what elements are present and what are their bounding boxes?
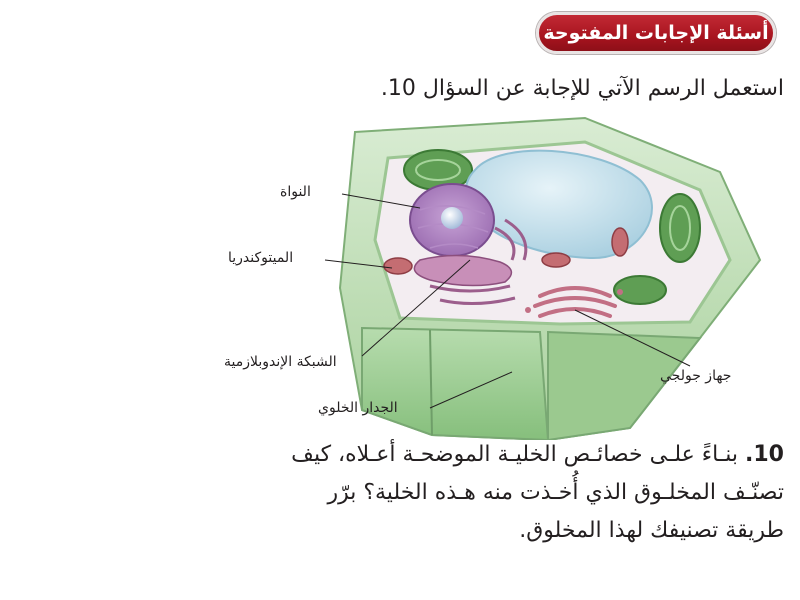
section-banner xyxy=(536,12,776,54)
question-line-3: طريقة تصنيفك لهذا المخلوق. xyxy=(519,518,784,543)
mitochondrion xyxy=(384,258,412,274)
mitochondrion xyxy=(542,253,570,267)
plant-cell-figure xyxy=(0,110,800,440)
instruction-text: استعمل الرسم الآتي للإجابة عن السؤال 10. xyxy=(380,76,784,101)
label-endoplasmic-reticulum: الشبكة الإندوبلازمية xyxy=(224,354,337,370)
label-mitochondria: الميتوكندريا xyxy=(228,250,294,266)
banner-title: أسئلة الإجابات المفتوحة xyxy=(543,22,769,44)
question-line-2: تصنّـف المخلـوق الذي أُخـذت منه هـذه الخلية؟ برّر xyxy=(327,480,784,505)
cell-wall-front xyxy=(362,328,548,440)
chloroplast xyxy=(660,194,700,262)
mitochondrion xyxy=(612,228,628,256)
nucleolus xyxy=(441,207,463,229)
question-10 xyxy=(134,436,784,550)
plant-cell-illustration xyxy=(0,110,800,440)
question-number: 10. xyxy=(745,442,784,467)
cell-wall-side xyxy=(548,332,700,440)
question-line-1: 10. بنـاءً علـى خصائـص الخليـة الموضحـة أعـلاه، كيف xyxy=(291,442,784,467)
label-nucleus: النواة xyxy=(280,184,311,200)
label-cell-wall: الجدار الخلوي xyxy=(318,400,398,416)
label-golgi: جهاز جولجي xyxy=(660,368,732,384)
